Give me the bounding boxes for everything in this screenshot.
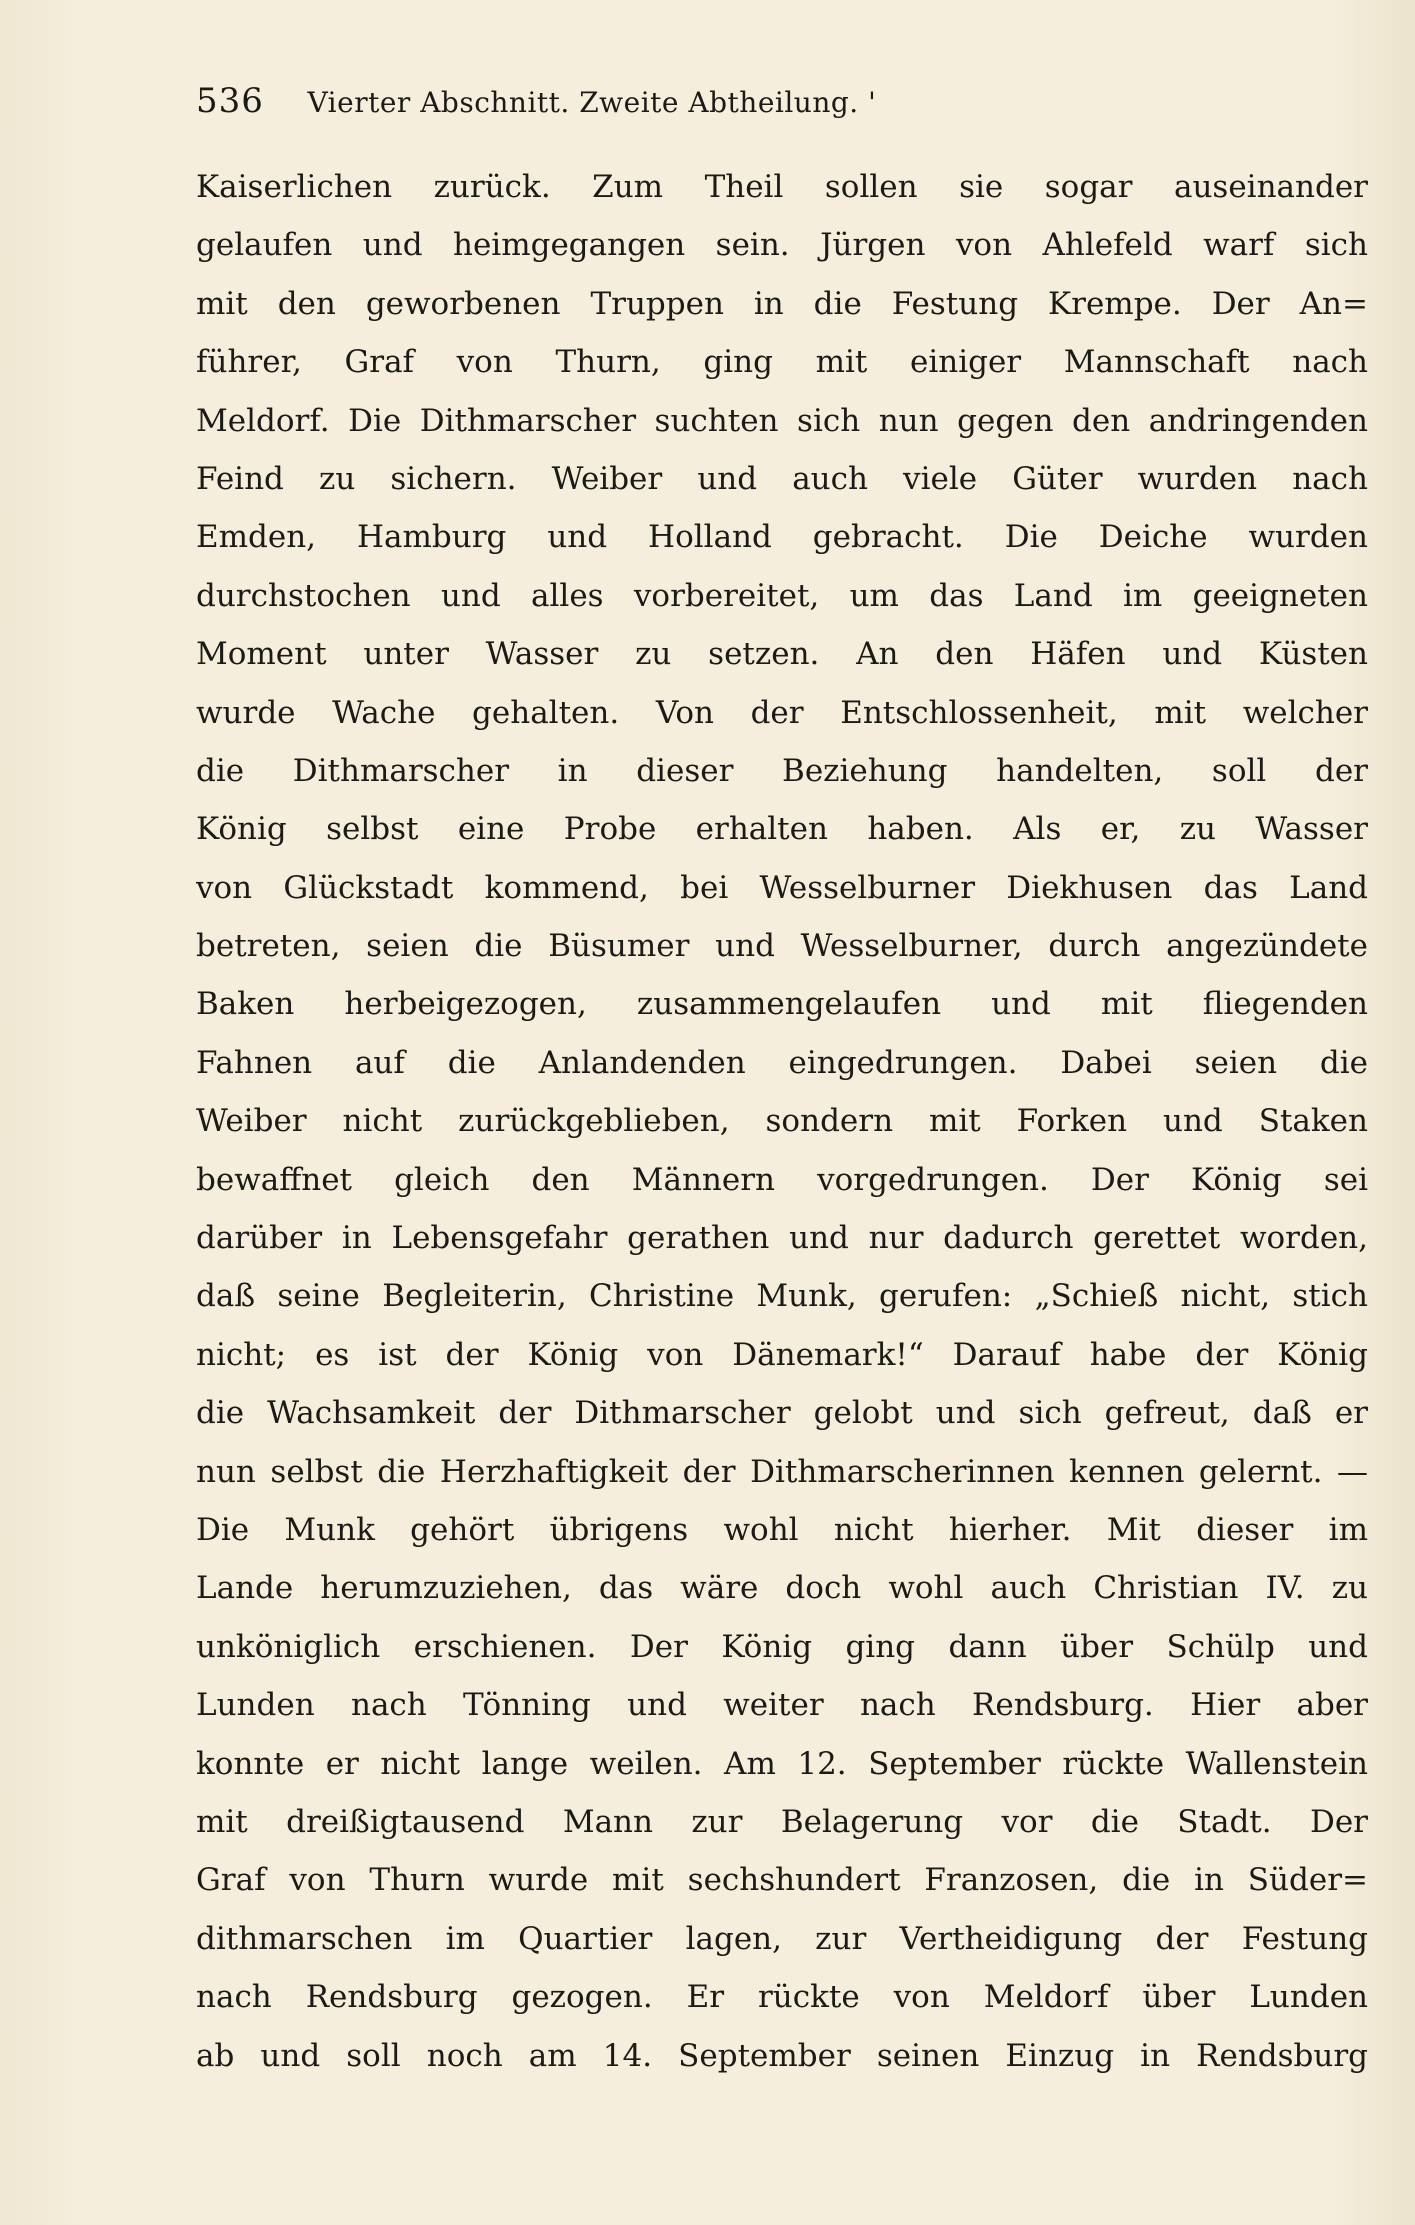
text-line: Baken herbeigezogen, zusammengelaufen und mit fliegenden xyxy=(196,986,1368,1023)
text-line: Emden, Hamburg und Holland gebracht. Die Deiche wurden xyxy=(196,519,1368,556)
text-line: Die Munk gehört übrigens wohl nicht hierher. Mit dieser im xyxy=(196,1511,1368,1548)
text-line: Lunden nach Tönning und weiter nach Rendsburg. Hier aber xyxy=(196,1687,1368,1724)
text-line: dithmarschen im Quartier lagen, zur Vertheidigung der Festung xyxy=(196,1920,1368,1957)
text-line: Graf von Thurn wurde mit sechshundert Franzosen, die in Süder= xyxy=(196,1862,1368,1899)
running-head: Vierter Abschnitt. Zweite Abtheilung. ' xyxy=(307,86,877,119)
text-line: Weiber nicht zurückgeblieben, sondern mit Forken und Staken xyxy=(196,1103,1368,1140)
text-line: wurde Wache gehalten. Von der Entschlossenheit, mit welcher xyxy=(196,694,1368,731)
text-line: die Wachsamkeit der Dithmarscher gelobt und sich gefreut, daß er xyxy=(196,1395,1368,1432)
text-line: führer, Graf von Thurn, ging mit einiger Mannschaft nach xyxy=(196,344,1368,381)
text-line: gelaufen und heimgegangen sein. Jürgen von Ahlefeld warf sich xyxy=(196,227,1368,264)
page-header xyxy=(196,76,1376,126)
text-line: nach Rendsburg gezogen. Er rückte von Meldorf über Lunden xyxy=(196,1979,1368,2016)
text-line: Fahnen auf die Anlandenden eingedrungen. Dabei seien die xyxy=(196,1044,1368,1081)
text-line: durchstochen und alles vorbereitet, um das Land im geeigneten xyxy=(196,577,1368,614)
text-line: unköniglich erschienen. Der König ging dann über Schülp und xyxy=(196,1628,1368,1665)
page-number: 536 xyxy=(196,81,264,121)
text-line: die Dithmarscher in dieser Beziehung handelten, soll der xyxy=(196,752,1368,789)
text-line: mit dreißigtausend Mann zur Belagerung vor die Stadt. Der xyxy=(196,1803,1368,1840)
text-line: konnte er nicht lange weilen. Am 12. September rückte Wallenstein xyxy=(196,1745,1368,1782)
text-line: König selbst eine Probe erhalten haben. Als er, zu Wasser xyxy=(196,811,1368,848)
text-line: Feind zu sichern. Weiber und auch viele Güter wurden nach xyxy=(196,460,1368,497)
text-line: nun selbst die Herzhaftigkeit der Dithmarscherinnen kennen gelernt. — xyxy=(196,1453,1368,1490)
text-line: mit den geworbenen Truppen in die Festung Krempe. Der An= xyxy=(196,285,1368,322)
body-text xyxy=(196,158,1368,2085)
text-line: Kaiserlichen zurück. Zum Theil sollen sie sogar auseinander xyxy=(196,169,1368,205)
text-line: nicht; es ist der König von Dänemark!“ Darauf habe der König xyxy=(196,1336,1368,1373)
text-line: bewaffnet gleich den Männern vorgedrungen. Der König sei xyxy=(196,1161,1368,1198)
text-line: von Glückstadt kommend, bei Wesselburner Diekhusen das Land xyxy=(196,869,1368,906)
text-line: daß seine Begleiterin, Christine Munk, gerufen: „Schieß nicht, stich xyxy=(196,1278,1368,1315)
text-line: ab und soll noch am 14. September seinen Einzug in Rendsburg xyxy=(196,2037,1368,2074)
text-line: Moment unter Wasser zu setzen. An den Häfen und Küsten xyxy=(196,636,1368,673)
text-line: Lande herumzuziehen, das wäre doch wohl auch Christian IV. zu xyxy=(196,1570,1368,1607)
text-line: betreten, seien die Büsumer und Wesselburner, durch angezündete xyxy=(196,928,1368,965)
text-line: darüber in Lebensgefahr gerathen und nur dadurch gerettet worden, xyxy=(196,1220,1368,1257)
text-line: Meldorf. Die Dithmarscher suchten sich nun gegen den andringenden xyxy=(196,402,1368,439)
